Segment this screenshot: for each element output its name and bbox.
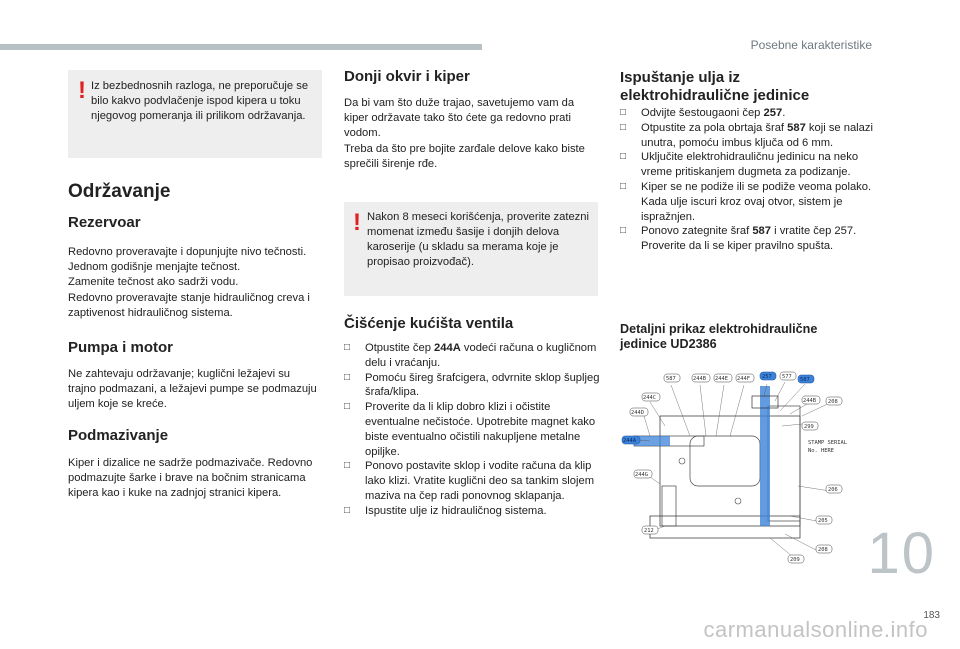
part-label bbox=[642, 393, 660, 401]
unit-side-plate bbox=[768, 406, 800, 521]
bullet-icon: □ bbox=[620, 225, 627, 237]
list-item: □ Kiper se ne podiže ili se podiže veoma polako. Kada ulje iscuri kroz ovaj otvor, sistem je ispražnjen. bbox=[620, 180, 872, 223]
part-label bbox=[816, 545, 832, 553]
svg-text:299: 299 bbox=[804, 424, 814, 430]
chapter-number: 10 bbox=[867, 521, 936, 586]
bullet-icon: □ bbox=[344, 342, 351, 353]
part-label-highlighted bbox=[798, 375, 814, 383]
safety-warning-box bbox=[68, 70, 322, 158]
part-label bbox=[816, 516, 832, 524]
pump-text: Ne zahtevaju održavanje; kuglični ležajevi su trajno podmazani, a ležajevi pumpe se podmazuju uljem koje se kreće. bbox=[68, 368, 317, 411]
svg-text:244C: 244C bbox=[643, 395, 656, 401]
valve-steps bbox=[344, 341, 600, 519]
lubrication-heading: Podmazivanje bbox=[68, 427, 169, 444]
bullet-icon: □ bbox=[620, 121, 627, 133]
part-label bbox=[642, 526, 658, 534]
oil-heading: Ispuštanje ulja iz elektrohidraulične jedinice bbox=[620, 69, 810, 104]
svg-text:209: 209 bbox=[790, 557, 800, 563]
unit-window bbox=[690, 436, 760, 486]
svg-text:206: 206 bbox=[828, 487, 838, 493]
bullet-icon: □ bbox=[344, 371, 351, 383]
frame-heading: Donji okvir i kiper bbox=[344, 68, 470, 85]
reservoir-text bbox=[68, 245, 326, 321]
part-label bbox=[634, 470, 652, 478]
part-label-highlighted bbox=[760, 372, 776, 380]
part-label bbox=[788, 555, 804, 563]
lubrication-text: Kiper i dizalice ne sadrže podmazivače. Redovno podmazujte šarke i brave na bočnim stranicama kipera kao i kuke na zadnjoj stranici kipera. bbox=[68, 457, 313, 500]
frame-text bbox=[344, 96, 600, 172]
unit-base bbox=[650, 516, 800, 538]
part-label bbox=[714, 374, 732, 382]
reservoir-paragraph: Zamenite tečnost ako sadrži vodu. bbox=[68, 276, 239, 289]
valve-heading: Čišćenje kućišta ventila bbox=[344, 315, 514, 332]
list-item: □ Uključite elektrohidrauličnu jedinicu na neko vreme pritiskanjem dugmeta za podizanje. bbox=[620, 151, 859, 179]
svg-text:587: 587 bbox=[800, 377, 810, 383]
list-item: □ Proverite da li klip dobro klizi i očistite eventualne nečistoće. Upotrebite magnet kako biste eventualno očistili nakupljene metalne opiljke. bbox=[344, 401, 596, 458]
part-label bbox=[736, 374, 754, 382]
svg-text:244D: 244D bbox=[631, 410, 644, 416]
safety-warning-text: Iz bezbednosnih razloga, ne preporučuje se bilo kakvo podvlačenje ispod kipera u toku njegovog pomeranja ili prilikom održavanja. bbox=[91, 80, 309, 122]
part-label bbox=[630, 408, 648, 416]
svg-text:257: 257 bbox=[762, 374, 772, 380]
mount-hole bbox=[679, 458, 685, 464]
bullet-icon: □ bbox=[620, 180, 627, 192]
warning-icon: ! bbox=[353, 209, 361, 236]
svg-text:212: 212 bbox=[644, 528, 654, 534]
stamp-serial-text: STAMP SERIAL bbox=[808, 440, 847, 446]
page-number: 183 bbox=[923, 610, 940, 621]
part-label bbox=[692, 374, 710, 382]
part-label bbox=[802, 396, 820, 404]
svg-text:244F: 244F bbox=[737, 376, 750, 382]
pump-heading: Pumpa i motor bbox=[68, 339, 174, 356]
list-item: □ Ponovo zategnite šraf 587 i vratite čep 257. Proverite da li se kiper pravilno spušta. bbox=[620, 225, 857, 253]
unit-body bbox=[660, 416, 800, 526]
torque-warning-box bbox=[344, 202, 598, 296]
reservoir-paragraph: Redovno proveravajte i dopunjujte nivo tečnosti. Jednom godišnje menjajte tečnost. bbox=[68, 246, 307, 274]
hydraulic-unit-diagram bbox=[620, 366, 852, 566]
warning-icon: ! bbox=[78, 77, 86, 104]
section-title: Posebne karakteristike bbox=[750, 38, 872, 52]
list-item: □ Otpustite čep 244A vodeći računa o kugličnom delu i vraćanju. bbox=[344, 342, 597, 369]
list-item: □ Ispustite ulje iz hidrauličnog sistema. bbox=[344, 504, 547, 517]
part-label bbox=[802, 422, 818, 430]
list-item: □ Otpustite za pola obrtaja šraf 587 koji se nalazi unutra, pomoću imbus ključa od 6 mm. bbox=[620, 121, 873, 149]
bullet-icon: □ bbox=[344, 401, 351, 413]
svg-text:244A: 244A bbox=[623, 438, 636, 444]
bullet-icon: □ bbox=[620, 107, 627, 118]
reservoir-paragraph: Redovno proveravajte stanje hidrauličnog creva i zaptivenost hidrauličnog sistema. bbox=[68, 291, 310, 319]
leader-lines bbox=[638, 382, 834, 561]
oil-steps bbox=[620, 106, 878, 254]
bullet-icon: □ bbox=[620, 151, 627, 163]
part-label bbox=[664, 374, 680, 382]
mount-hole bbox=[735, 498, 741, 504]
part-label bbox=[780, 372, 796, 380]
svg-text:205: 205 bbox=[818, 518, 828, 524]
bolt-left bbox=[662, 486, 676, 526]
svg-text:587: 587 bbox=[666, 376, 676, 382]
torque-warning-text: Nakon 8 meseci korišćenja, proverite zatezni momenat između šasije i donjih delova karoserije (u skladu sa merama koje je propisao proizvođač). bbox=[367, 211, 589, 268]
part-label-highlighted bbox=[622, 436, 640, 444]
detail-heading: Detaljni prikaz elektrohidraulične jedinice UD2386 bbox=[620, 322, 818, 351]
frame-paragraph: Da bi vam što duže trajao, savetujemo vam da kiper održavate tako što ćete ga redovno prati vodom. bbox=[344, 97, 575, 140]
svg-text:244E: 244E bbox=[715, 376, 728, 382]
reservoir-heading: Rezervoar bbox=[68, 214, 141, 231]
list-item: □ Pomoću šireg šrafcigera, odvrnite sklop šupljeg šrafa/klipa. bbox=[344, 371, 600, 399]
svg-text:244G: 244G bbox=[635, 472, 648, 478]
svg-text:244B: 244B bbox=[803, 398, 816, 404]
bullet-icon: □ bbox=[344, 460, 351, 472]
svg-text:244B: 244B bbox=[693, 376, 706, 382]
highlight-pin bbox=[760, 386, 770, 526]
list-item: □ Odvijte šestougaoni čep 257. bbox=[620, 107, 786, 119]
stamp-serial-text: No. HERE bbox=[808, 448, 834, 454]
watermark: carmanualsonline.info bbox=[703, 617, 928, 642]
bullet-icon: □ bbox=[344, 504, 351, 516]
part-label bbox=[826, 485, 842, 493]
header-bar bbox=[0, 44, 482, 50]
svg-text:208: 208 bbox=[828, 399, 838, 405]
list-item: □ Ponovo postavite sklop i vodite računa da klip lako klizi. Vratite kuglični deo sa tankim slojem maziva na čep radi ponovnog sklapanja. bbox=[344, 460, 595, 502]
svg-text:208: 208 bbox=[818, 547, 828, 553]
part-label bbox=[826, 397, 842, 405]
svg-text:577: 577 bbox=[782, 374, 792, 380]
frame-paragraph: Treba da što pre bojite zarđale delove kako biste sprečili širenje rđe. bbox=[344, 142, 585, 170]
maintenance-heading: Održavanje bbox=[68, 181, 171, 202]
